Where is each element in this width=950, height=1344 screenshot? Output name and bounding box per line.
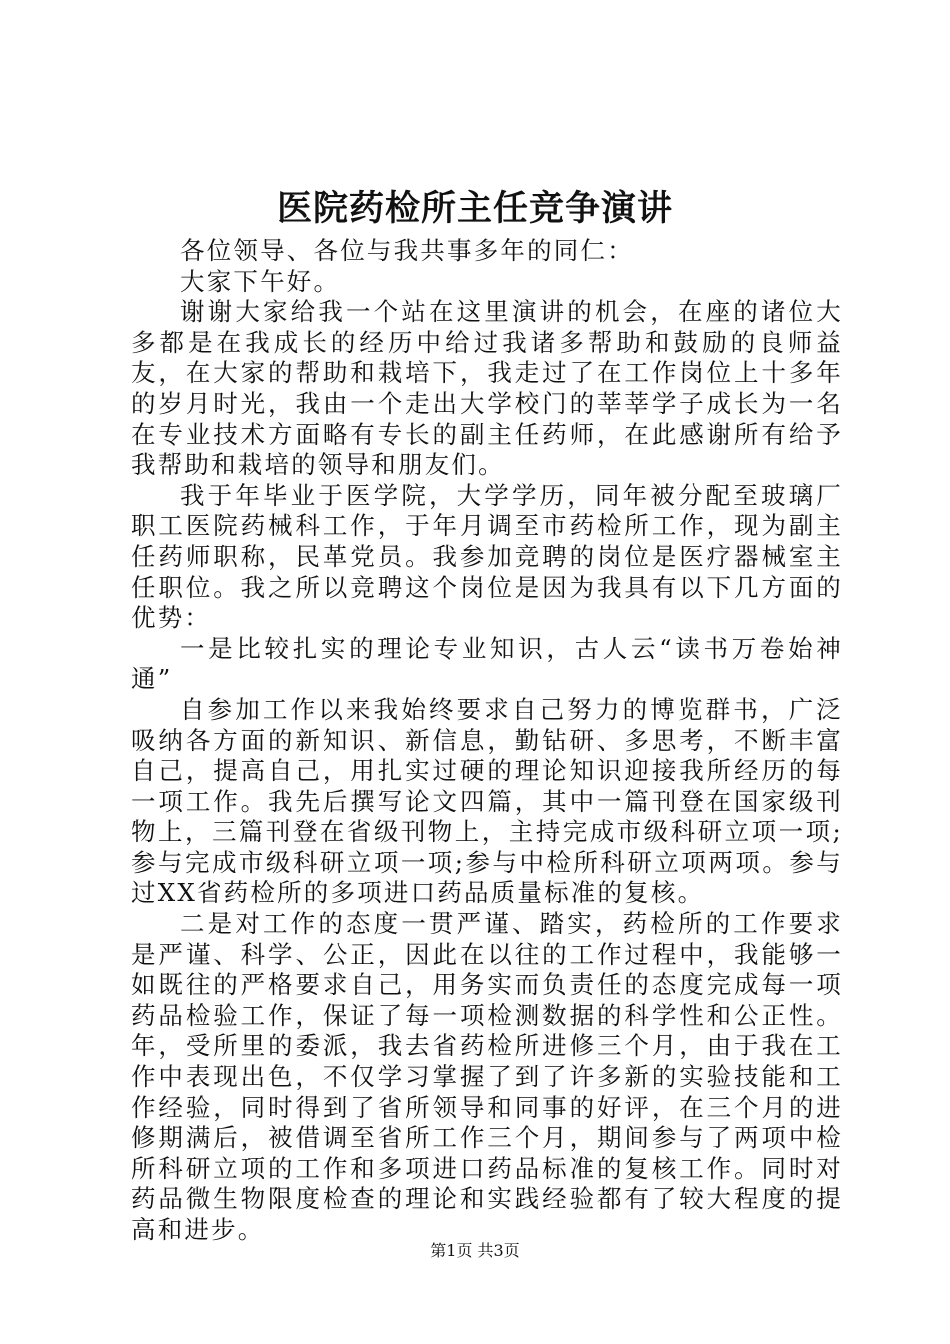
- paragraph-salutation: 各位领导、各位与我共事多年的同仁：: [180, 236, 634, 265]
- paragraph-background: 我于年毕业于医学院，大学学历，同年被分配至玻璃厂职工医院药械科工作，于年月调至市药检所工作，现为副主任药师职称，民革党员。我参加竞聘的岗位是医疗器械室主任职位。我之所以竞聘这个岗位是因为我具有以下几方面的优势：: [131, 480, 843, 633]
- paragraph-thanks: 谢谢大家给我一个站在这里演讲的机会，在座的诸位大多都是在我成长的经历中给过我诸多帮助和鼓励的良师益友，在大家的帮助和栽培下，我走过了在工作岗位上十多年的岁月时光，我由一个走出大学校门的莘莘学子成长为一名在专业技术方面略有专长的副主任药师，在此感谢所有给予我帮助和栽培的领导和朋友们。: [131, 297, 843, 480]
- paragraph-study: 自参加工作以来我始终要求自己努力的博览群书，广泛吸纳各方面的新知识、新信息，勤钻研、多思考，不断丰富自己，提高自己，用扎实过硬的理论知识迎接我所经历的每一项工作。我先后撰写论文四篇，其中一篇刊登在国家级刊物上，三篇刊登在省级刊物上，主持完成市级科研立项一项;参与完成市级科研立项一项;参与中检所科研立项两项。参与过XX省药检所的多项进口药品质量标准的复核。: [131, 694, 843, 908]
- paragraph-point-two: 二是对工作的态度一贯严谨、踏实，药检所的工作要求是严谨、科学、公正，因此在以往的工作过程中，我能够一如既往的严格要求自己，用务实而负责任的态度完成每一项药品检验工作，保证了每一项检测数据的科学性和公正性。年，受所里的委派，我去省药检所进修三个月，由于我在工作中表现出色，不仅学习掌握了到了许多新的实验技能和工作经验，同时得到了省所领导和同事的好评，在三个月的进修期满后，被借调至省所工作三个月，期间参与了两项中检所科研立项的工作和多项进口药品标准的复核工作。同时对药品微生物限度检查的理论和实践经验都有了较大程度的提高和进步。: [131, 909, 843, 1244]
- paragraph-greeting: 大家下午好。: [180, 266, 341, 296]
- document-title: 医院药检所主任竞争演讲: [276, 188, 673, 229]
- document-body: [131, 236, 843, 1246]
- page-footer: 第1页 共3页: [430, 1241, 520, 1260]
- paragraph-point-one: 一是比较扎实的理论专业知识，古人云“读书万卷始神通”: [131, 633, 843, 694]
